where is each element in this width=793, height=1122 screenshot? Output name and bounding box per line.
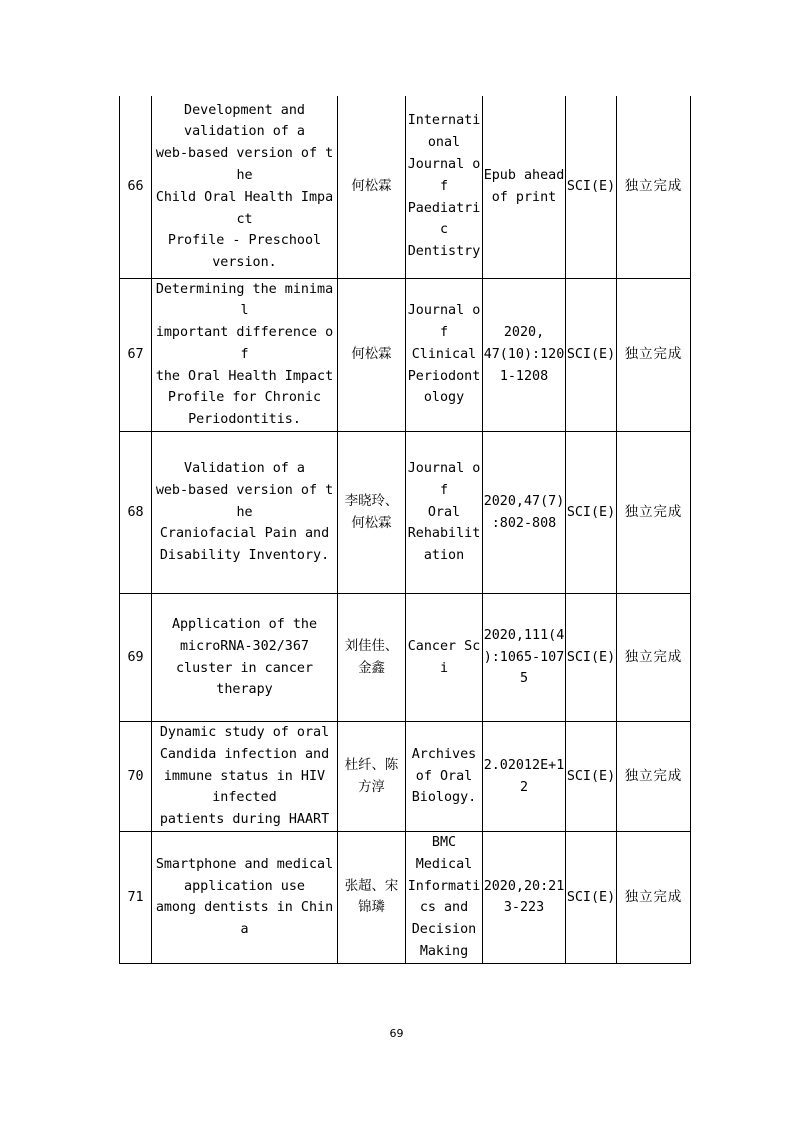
table-row [120, 594, 691, 722]
authors: 张超、宋 锦璘 [338, 832, 406, 964]
journal-name: Journal of Oral Rehabilit ation [406, 432, 483, 594]
paper-title: Determining the minimal important difference of the Oral Health Impact Profile for Chronic Periodontitis. [152, 278, 338, 432]
publication-info: 2020,47(7) :802-808 [483, 432, 566, 594]
row-number: 69 [120, 594, 152, 722]
index-type: SCI(E) [566, 722, 617, 832]
table-row [120, 832, 691, 964]
row-number: 70 [120, 722, 152, 832]
publication-info: 2.02012E+1 2 [483, 722, 566, 832]
completion-status: 独立完成 [617, 722, 691, 832]
index-type: SCI(E) [566, 432, 617, 594]
journal-name: Internati onal Journal of Paediatri c Dentistry [406, 96, 483, 278]
completion-status: 独立完成 [617, 432, 691, 594]
journal-name: BMC Medical Informati cs and Decision Making [406, 832, 483, 964]
publication-info: 2020,111(4 ):1065-107 5 [483, 594, 566, 722]
journal-name: Journal of Clinical Periodont ology [406, 278, 483, 432]
authors: 何松霖 [338, 96, 406, 278]
journal-name: Cancer Sci [406, 594, 483, 722]
page-number: 69 [389, 1027, 404, 1040]
paper-title: Dynamic study of oral Candida infection and immune status in HIV infected patients during HAART [152, 722, 338, 832]
index-type: SCI(E) [566, 832, 617, 964]
table-row [120, 722, 691, 832]
row-number: 66 [120, 96, 152, 278]
completion-status: 独立完成 [617, 278, 691, 432]
publication-info: Epub ahead of print [483, 96, 566, 278]
publication-info: 2020, 47(10):120 1-1208 [483, 278, 566, 432]
publication-info: 2020,20:21 3-223 [483, 832, 566, 964]
authors: 杜纤、陈 方淳 [338, 722, 406, 832]
table-row [120, 96, 691, 278]
table-row [120, 278, 691, 432]
paper-title: Validation of a web-based version of the Craniofacial Pain and Disability Inventory. [152, 432, 338, 594]
row-number: 67 [120, 278, 152, 432]
row-number: 71 [120, 832, 152, 964]
completion-status: 独立完成 [617, 832, 691, 964]
completion-status: 独立完成 [617, 96, 691, 278]
table-row [120, 432, 691, 594]
index-type: SCI(E) [566, 96, 617, 278]
authors: 何松霖 [338, 278, 406, 432]
row-number: 68 [120, 432, 152, 594]
publication-table [119, 96, 691, 964]
paper-title: Application of the microRNA-302/367 cluster in cancer therapy [152, 594, 338, 722]
authors: 李晓玲、 何松霖 [338, 432, 406, 594]
index-type: SCI(E) [566, 278, 617, 432]
paper-title: Smartphone and medical application use among dentists in China [152, 832, 338, 964]
authors: 刘佳佳、 金鑫 [338, 594, 406, 722]
paper-title: Development and validation of a web-based version of the Child Oral Health Impact Profile - Preschool version. [152, 96, 338, 278]
index-type: SCI(E) [566, 594, 617, 722]
journal-name: Archives of Oral Biology. [406, 722, 483, 832]
completion-status: 独立完成 [617, 594, 691, 722]
